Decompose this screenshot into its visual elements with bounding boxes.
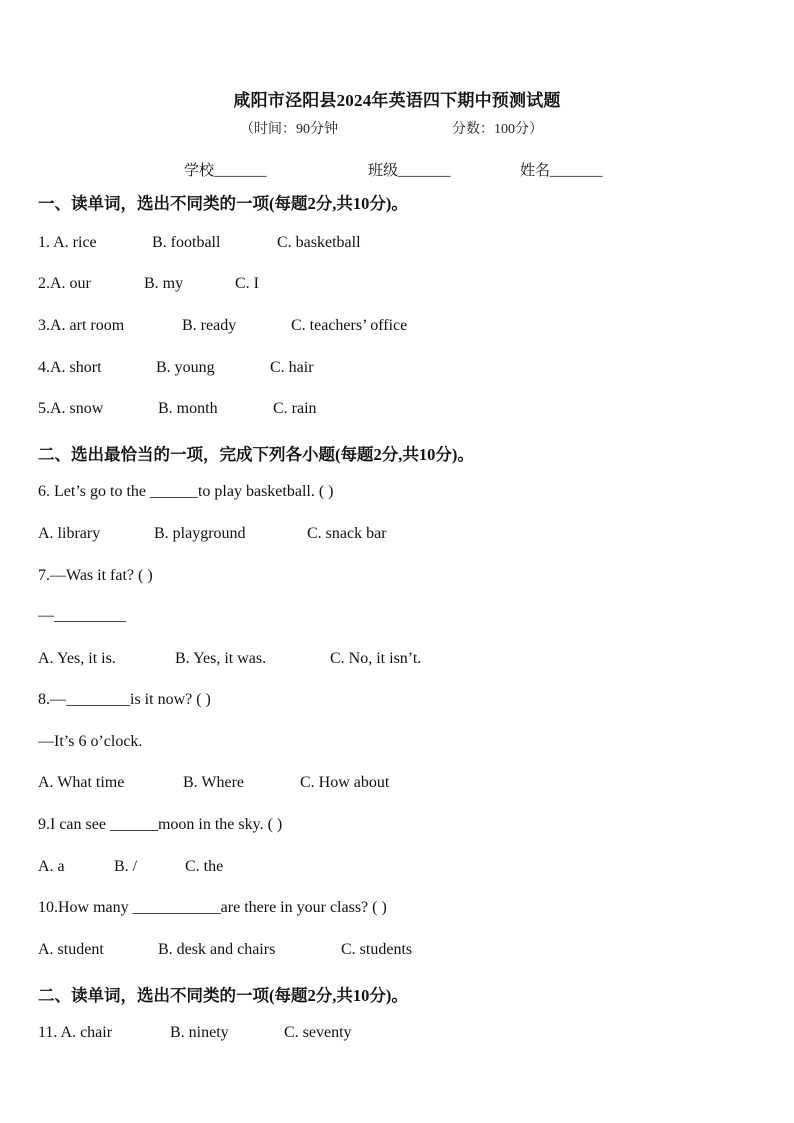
option-c: C. basketball: [277, 234, 361, 251]
section-2-heading: 二、选出最恰当的一项，完成下列各小题(每题2分,共10分)。: [38, 445, 474, 464]
option-b: B. playground: [154, 525, 246, 542]
option-b: B. month: [158, 400, 218, 417]
option-b: B. /: [114, 858, 138, 875]
question-8-answer-line: —It’s 6 o’clock.: [38, 733, 143, 750]
section-3-heading: 二、读单词，选出不同类的一项(每题2分,共10分)。: [38, 986, 408, 1005]
option-a: A. library: [38, 525, 101, 542]
section-1-heading: 一、读单词，选出不同类的一项(每题2分,共10分)。: [38, 194, 408, 213]
option-c: C. No, it isn’t.: [330, 650, 422, 667]
option-a: A. Yes, it is.: [38, 650, 116, 667]
option-b: B. Yes, it was.: [175, 650, 267, 667]
question-7-stem: 7.—Was it fat? ( ): [38, 567, 153, 584]
option-b: B. ninety: [170, 1024, 229, 1041]
exam-time: （时间：90分钟: [240, 122, 338, 137]
option-a: A. student: [38, 941, 104, 958]
option-a: 5.A. snow: [38, 400, 104, 417]
page-title: 咸阳市泾阳县2024年英语四下期中预测试题: [233, 91, 561, 110]
option-b: B. desk and chairs: [158, 941, 276, 958]
option-c: C. teachers’ office: [291, 317, 408, 334]
option-a: 1. A. rice: [38, 234, 97, 251]
question-8-stem: 8.—________is it now? ( ): [38, 691, 211, 708]
option-c: C. I: [235, 275, 259, 292]
option-c: C. students: [341, 941, 413, 958]
option-a: 4.A. short: [38, 359, 102, 376]
option-b: B. my: [144, 275, 184, 292]
option-c: C. seventy: [284, 1024, 352, 1041]
question-7-answer-line: —_________: [38, 607, 126, 624]
exam-score: 分数：100分）: [452, 122, 543, 137]
option-a: A. What time: [38, 774, 125, 791]
school-field: 学校_______: [184, 163, 267, 179]
option-c: C. the: [185, 858, 224, 875]
option-b: B. ready: [182, 317, 237, 334]
option-c: C. rain: [273, 400, 317, 417]
option-a: 2.A. our: [38, 275, 91, 292]
option-b: B. Where: [183, 774, 245, 791]
class-field: 班级_______: [368, 163, 451, 179]
option-c: C. hair: [270, 359, 314, 376]
option-a: A. a: [38, 858, 65, 875]
question-6-stem: 6. Let’s go to the ______to play basketball. ( ): [38, 483, 334, 500]
question-10-stem: 10.How many ___________are there in your class? ( ): [38, 899, 387, 916]
option-b: B. football: [152, 234, 221, 251]
option-a: 3.A. art room: [38, 317, 125, 334]
question-9-stem: 9.I can see ______moon in the sky. ( ): [38, 816, 283, 833]
option-c: C. snack bar: [307, 525, 387, 542]
option-a: 11. A. chair: [38, 1024, 113, 1041]
option-b: B. young: [156, 359, 215, 376]
option-c: C. How about: [300, 774, 390, 791]
name-field: 姓名_______: [520, 163, 603, 179]
